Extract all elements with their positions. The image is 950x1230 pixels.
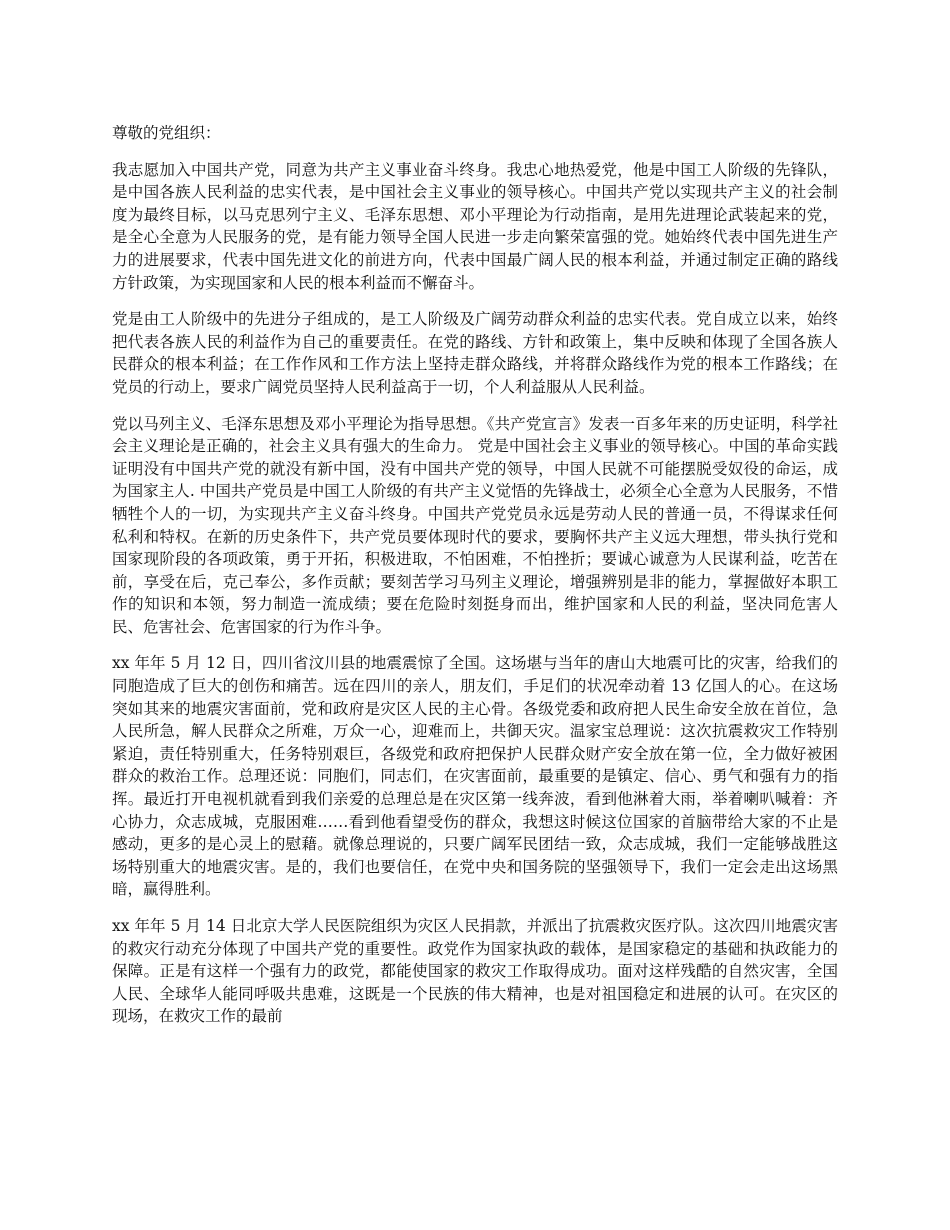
salutation: 尊敬的党组织：: [112, 124, 221, 142]
paragraph-party-application: 我志愿加入中国共产党，同意为共产主义事业奋斗终身。我忠心地热爱党，他是中国工人阶级的先锋队，是中国各族人民利益的忠实代表，是中国社会主义事业的领导核心。中国共产党以实现共产主义的社会制度为最终目标，以马克思列宁主义、毛泽东思想、邓小平理论为行动指南，是用先进理论武装起来的党，是全心全意为人民服务的党，是有能力领导全国人民进一步走向繁荣富强的党。她始终代表中国先进生产力的进展要求，代表中国先进文化的前进方向，代表中国最广阔人民的根本利益，并通过制定正确的路线方针政策，为实现国家和人民的根本利益而不懈奋斗。: [112, 160, 838, 292]
paragraph-relief-effort: xx 年年 5 月 14 日北京大学人民医院组织为灾区人民捐款，并派出了抗震救灾医疗队。这次四川地震灾害的救灾行动充分体现了中国共产党的重要性。政党作为国家执政的载体，是国家稳定的基础和执政能力的保障。正是有这样一个强有力的政党，都能使国家的救灾工作取得成功。面对这样残酷的自然灾害，全国人民、全球华人能同呼吸共患难，这既是一个民族的伟大精神，也是对祖国稳定和进展的认可。在灾区的现场，在救灾工作的最前: [112, 917, 838, 1026]
paragraph-earthquake: xx 年年 5 月 12 日，四川省汶川县的地震震惊了全国。这场堪与当年的唐山大地震可比的灾害，给我们的同胞造成了巨大的创伤和痛苦。远在四川的亲人，朋友们，手足们的状况牵动着 13 亿国人的心。在这场突如其来的地震灾害面前，党和政府是灾区人民的主心骨。各级党委和政府把人民生命安全放在首位，急人民所急，解人民群众之所难，万众一心，迎难而上，共御天灾。温家宝总理说：这次抗震救灾工作特别紧迫，责任特别重大，任务特别艰巨，各级党和政府把保护人民群众财产安全放在第一位，全力做好被困群众的救治工作。总理还说：同胞们，同志们，在灾害面前，最重要的是镇定、信心、勇气和强有力的指挥。最近打开电视机就看到我们亲爱的总理总是在灾区第一线奔波，看到他淋着大雨，举着喇叭喊着：齐心协力，众志成城，克服困难……看到他看望受伤的群众，我想这时候这位国家的首脑带给大家的不止是感动，更多的是心灵上的慰藉。就像总理说的，只要广阔军民团结一致，众志成城，我们一定能够战胜这场特别重大的地震灾害。是的，我们也要信任，在党中央和国务院的坚强领导下，我们一定会走出这场黑暗，赢得胜利。: [112, 654, 838, 899]
document-page: [112, 122, 838, 1042]
paragraph-guiding-ideology: 党以马列主义、毛泽东思想及邓小平理论为指导思想。《共产党宣言》发表一百多年来的历史证明，科学社会主义理论是正确的，社会主义具有强大的生命力。 党是中国社会主义事业的领导核心。中国的革命实践证明没有中国共产党的就没有新中国，没有中国共产党的领导，中国人民就不可能摆脱受奴役的命运，成为国家主人. 中国共产党员是中国工人阶级的有共产主义觉悟的先锋战士，必须全心全意为人民服务，不惜牺牲个人的一切，为实现共产主义奋斗终身。中国共产党党员永远是劳动人民的普通一员，不得谋求任何私利和特权。在新的历史条件下，共产党员要体现时代的要求，要胸怀共产主义远大理想，带头执行党和国家现阶段的各项政策，勇于开拓，积极进取，不怕困难，不怕挫折；要诚心诚意为人民谋利益，吃苦在前，享受在后，克己奉公，多作贡献；要刻苦学习马列主义理论，增强辨别是非的能力，掌握做好本职工作的知识和本领，努力制造一流成绩；要在危险时刻挺身而出，维护国家和人民的利益，坚决同危害人民、危害社会、危害国家的行为作斗争。: [112, 414, 838, 636]
paragraph-party-composition: 党是由工人阶级中的先进分子组成的，是工人阶级及广阔劳动群众利益的忠实代表。党自成立以来，始终把代表各族人民的利益作为自己的重要责任。在党的路线、方针和政策上，集中反映和体现了全国各族人民群众的根本利益；在工作作风和工作方法上坚持走群众路线，并将群众路线作为党的根本工作路线；在党员的行动上，要求广阔党员坚持人民利益高于一切，个人利益服从人民利益。: [112, 310, 838, 396]
